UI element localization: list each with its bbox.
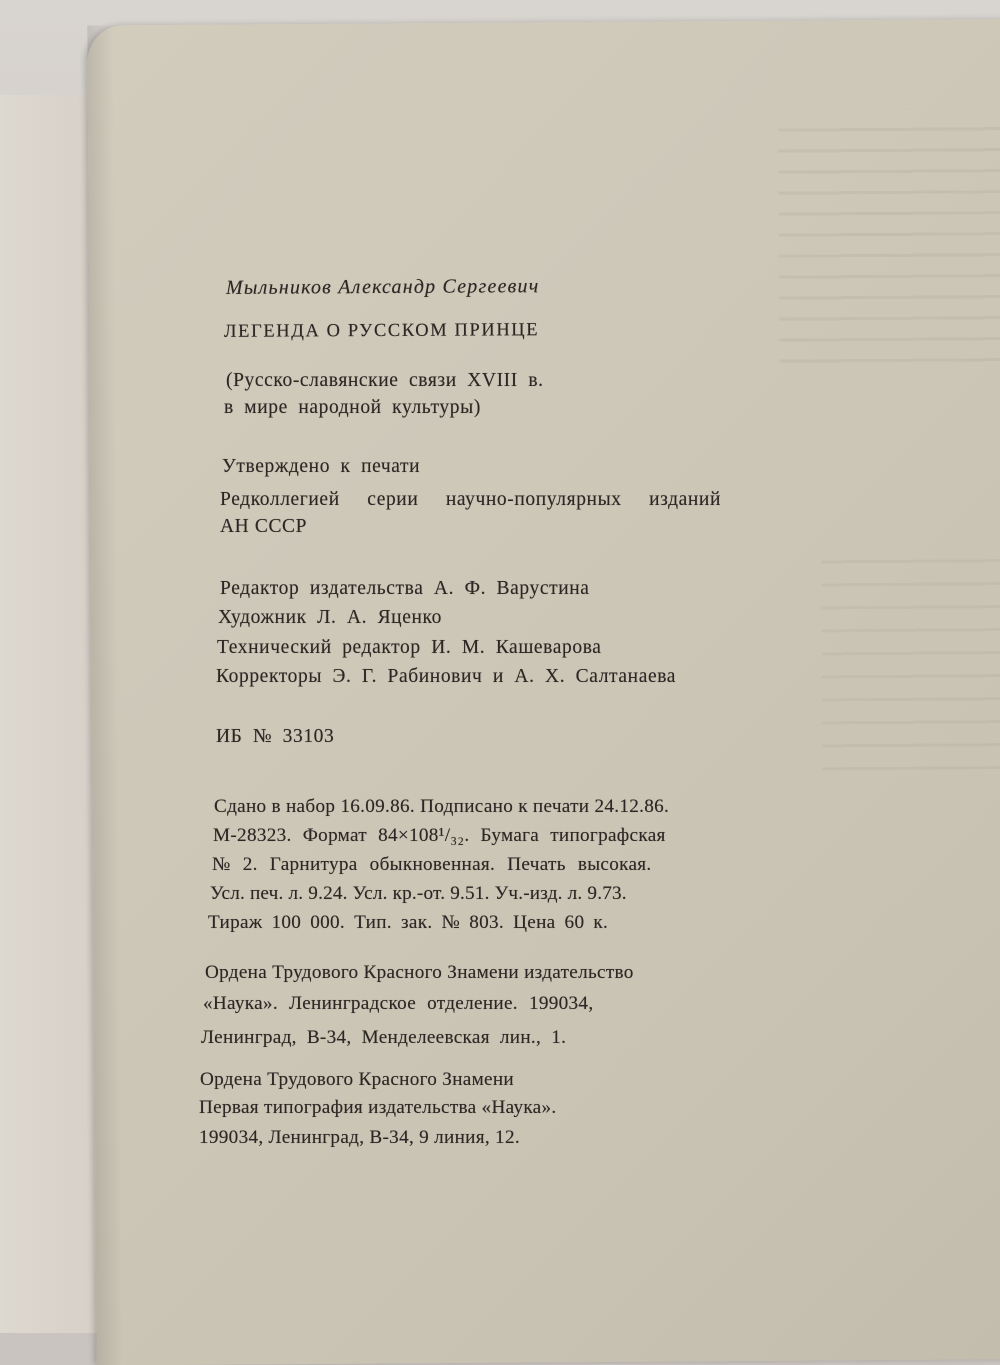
subtitle-line: (Русско-славянские связи XVIII в. [226,370,544,391]
print-details-line: № 2. Гарнитура обыкновенная. Печать высокая. [212,854,652,875]
credit-line: Корректоры Э. Г. Рабинович и А. Х. Салтанаева [216,666,677,687]
credit-line: Редактор издательства А. Ф. Варустина [220,578,590,599]
publisher-line: «Наука». Ленинградское отделение. 199034, [203,993,594,1014]
ib-number: ИБ № 33103 [216,726,335,747]
printer-line: Первая типография издательства «Наука». [199,1097,557,1118]
publisher-line: Ленинград, В-34, Менделеевская лин., 1. [201,1027,567,1048]
author-name: Мыльников Александр Сергеевич [225,275,540,299]
approval-line: АН СССР [220,516,308,537]
print-details-line: Тираж 100 000. Тип. зак. № 803. Цена 60 к. [208,912,609,933]
print-details-line: Сдано в набор 16.09.86. Подписано к печати 24.12.86. [214,796,670,817]
printer-line: 199034, Ленинград, В-34, 9 линия, 12. [199,1127,520,1148]
publisher-line: Ордена Трудового Красного Знамени издательство [205,962,634,983]
print-details-line: М-28323. Формат 84×108¹/₃₂. Бумага типографская [213,825,666,846]
approval-line: Утверждено к печати [222,456,421,477]
credit-line: Художник Л. А. Яценко [218,607,442,628]
print-details-line: Усл. печ. л. 9.24. Усл. кр.-от. 9.51. Уч.-изд. л. 9.73. [210,883,627,904]
credit-line: Технический редактор И. М. Кашеварова [217,637,602,658]
printer-line: Ордена Трудового Красного Знамени [200,1069,514,1090]
book-title: ЛЕГЕНДА О РУССКОМ ПРИНЦЕ [223,320,540,342]
subtitle-line: в мире народной культуры) [224,397,481,418]
approval-line: Редколлегией серии научно-популярных изданий [220,489,721,510]
